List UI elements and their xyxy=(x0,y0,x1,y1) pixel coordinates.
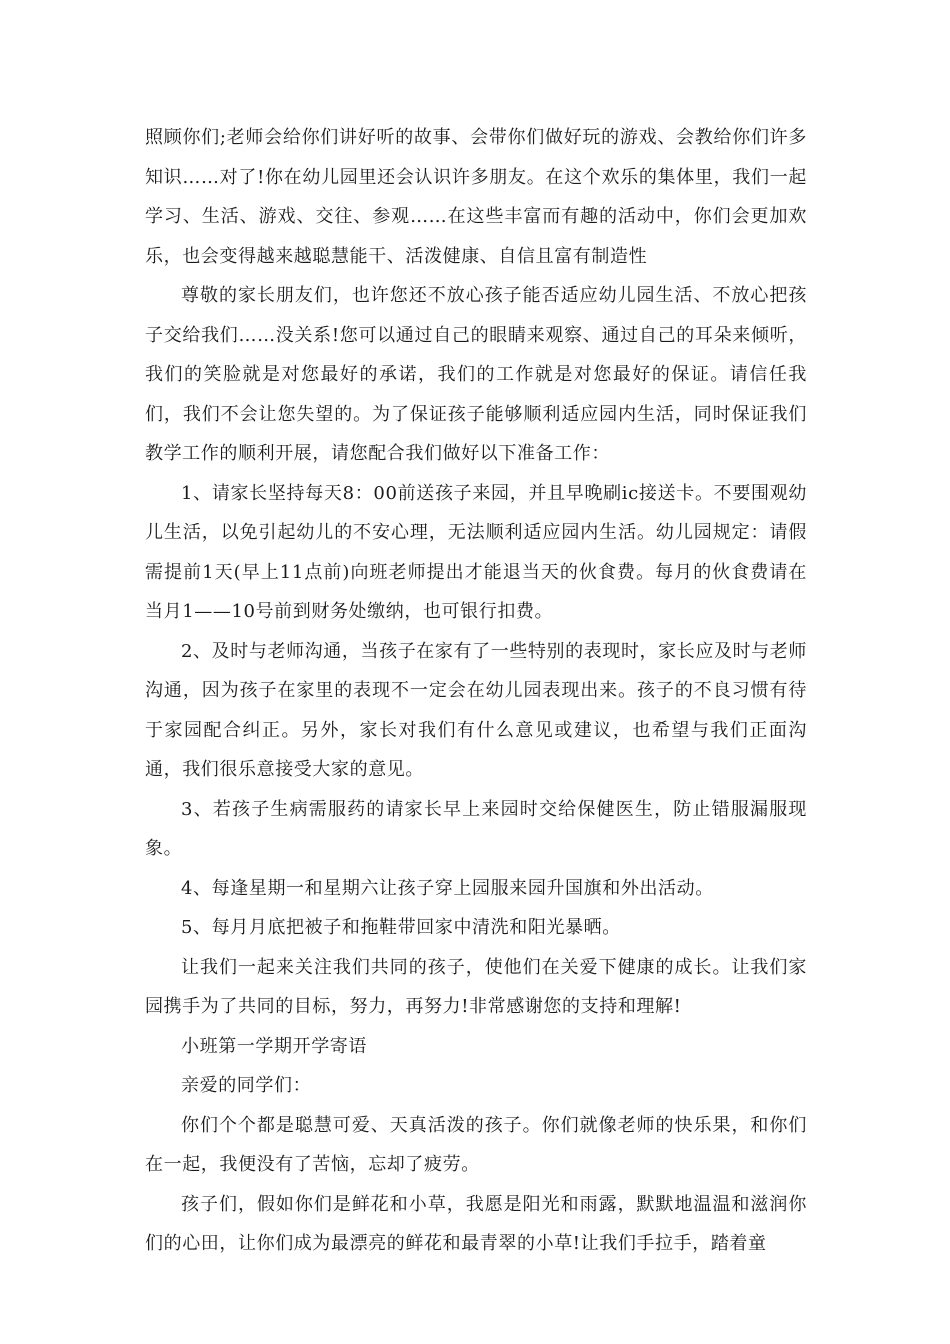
paragraph-item-2: 2、及时与老师沟通，当孩子在家有了一些特别的表现时，家长应及时与老师沟通，因为孩子在家里的表现不一定会在幼儿园表现出来。孩子的不良习惯有待于家园配合纠正。另外，家长对我们有什么意见或建议，也希望与我们正面沟通，我们很乐意接受大家的意见。 xyxy=(145,640,807,780)
paragraph-item-5: 5、每月月底把被子和拖鞋带回家中清洗和阳光暴晒。 xyxy=(181,917,621,938)
paragraph-item-1: 1、请家长坚持每天8：00前送孩子来园，并且早晚刷ic接送卡。不要围观幼儿生活，以免引起幼儿的不安心理，无法顺利适应园内生活。幼儿园规定：请假需提前1天(早上11点前)向班老师提出才能退当天的伙食费。每月的伙食费请在当月1——10号前到财务处缴纳，也可银行扣费。 xyxy=(145,482,807,622)
paragraph-continuation: 照顾你们;老师会给你们讲好听的故事、会带你们做好玩的游戏、会教给你们许多知识……对了!你在幼儿园里还会认识许多朋友。在这个欢乐的集体里，我们一起学习、生活、游戏、交往、参观……在这些丰富而有趣的活动中，你们会更加欢乐，也会变得越来越聪慧能干、活泼健康、自信且富有制造性 xyxy=(145,127,807,267)
paragraph-item-4: 4、每逢星期一和星期六让孩子穿上园服来园升国旗和外出活动。 xyxy=(181,877,714,899)
section-title: 小班第一学期开学寄语 xyxy=(181,1035,367,1057)
paragraph-parents-address: 尊敬的家长朋友们，也许您还不放心孩子能否适应幼儿园生活、不放心把孩子交给我们……没关系!您可以通过自己的眼睛来观察、通过自己的耳朵来倾听，我们的笑脸就是对您最好的承诺，我们的工作就是对您最好的保证。请信任我们，我们不会让您失望的。为了保证孩子能够顺利适应园内生活，同时保证我们教学工作的顺利开展，请您配合我们做好以下准备工作： xyxy=(145,285,807,464)
paragraph-students-1: 你们个个都是聪慧可爱、天真活泼的孩子。你们就像老师的快乐果，和你们在一起，我便没有了苦恼，忘却了疲劳。 xyxy=(145,1114,807,1175)
paragraph-closing: 让我们一起来关注我们共同的孩子，使他们在关爱下健康的成长。让我们家园携手为了共同的目标，努力，再努力!非常感谢您的支持和理解! xyxy=(145,956,807,1017)
paragraph-students-2: 孩子们，假如你们是鲜花和小草，我愿是阳光和雨露，默默地温温和滋润你们的心田，让你们成为最漂亮的鲜花和最青翠的小草!让我们手拉手，踏着童 xyxy=(145,1193,807,1254)
greeting: 亲爱的同学们： xyxy=(181,1075,312,1096)
document-page xyxy=(145,118,807,1264)
paragraph-item-3: 3、若孩子生病需服药的请家长早上来园时交给保健医生，防止错服漏服现象。 xyxy=(145,798,807,859)
